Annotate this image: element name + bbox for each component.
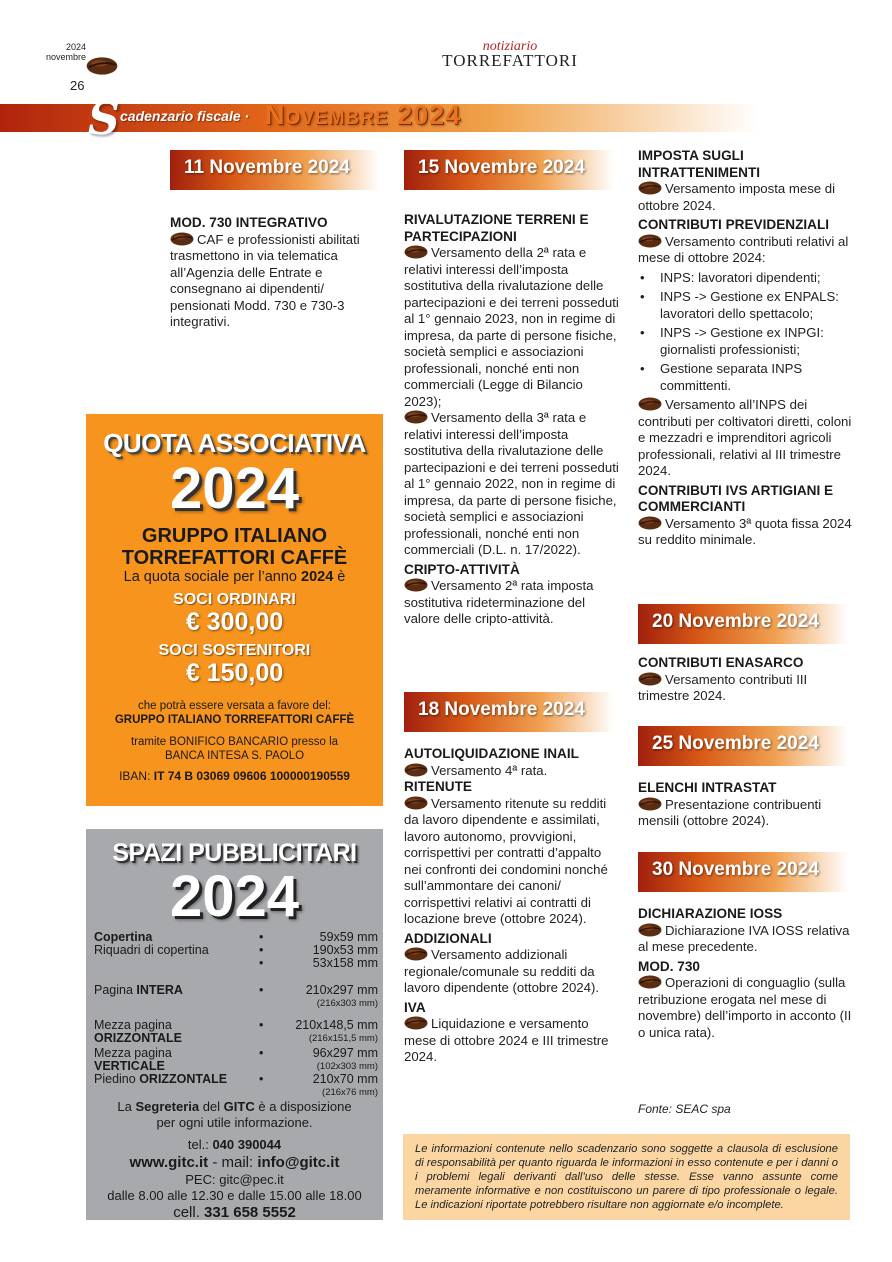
column-2-bottom: AUTOLIQUIDAZIONE INAIL Versamento 4ª rata. RITENUTE Versamento ritenute su redditi da lavoro dipendente e assimilati, lavoro autonomo, provvigioni, corrispettivi per contratti d’appalto nei confronti dei condomini nonché sull’ammontare dei canoni/ corrispettivi relativi ai contratti di locazione breve (ottobre 2024). ADDIZIONALI Versamento addizionali regionale/comunale su redditi da lavoro dipendente (ottobre 2024). IVA Liquidazione e versamento mese di ottobre 2024 e III trimestre 2024. [404, 746, 622, 1066]
date-label: 20 Novembre 2024 [652, 611, 819, 632]
coffee-bean-icon [86, 56, 118, 76]
payee: GRUPPO ITALIANO TORREFATTORI CAFFÈ [114, 714, 355, 726]
heading-addizionali: ADDIZIONALI [404, 930, 492, 946]
soci-ordinari-amount: € 300,00 [185, 608, 284, 636]
coffee-bean-icon [404, 947, 428, 961]
coffee-bean-icon [638, 975, 662, 989]
date-header-20 [638, 604, 848, 644]
source-note: Fonte: SEAC spa [638, 1102, 731, 1116]
previdenziali-list [638, 270, 856, 395]
issue-date [46, 42, 86, 62]
heading-enasarco: CONTRIBUTI ENASARCO [638, 655, 804, 670]
coffee-bean-icon [638, 516, 662, 530]
section-subtitle: cadenzario fiscale · [120, 108, 250, 124]
quota-year: 2024 [169, 456, 300, 521]
cell-line: cell. 331 658 5552 [173, 1204, 296, 1221]
table-row: Mezza pagina VERTICALE • 96x297 mm (102x303 mm) [94, 1046, 378, 1073]
date-header-30 [638, 852, 848, 892]
email-link[interactable]: info@gitc.it [257, 1154, 340, 1171]
issue-year: 2024 [65, 42, 86, 52]
paragraph: CAF e professionisti abilitati trasmettono in via telematica all’Agenzia delle Entrate e consegnano ai dipendenti/ pensionati Modd. 730 e 730-3 integrativi. [170, 231, 360, 329]
hours-line: dalle 8.00 alle 12.30 e dalle 15.00 alle 18.00 [107, 1188, 362, 1203]
list-item: • INPS: lavoratori dipendenti; [638, 270, 856, 287]
bank-line-2: BANCA INTESA S. PAOLO [164, 750, 305, 762]
date-label: 11 Novembre 2024 [184, 157, 350, 178]
date-label: 15 Novembre 2024 [418, 157, 585, 178]
table-row: Piedino ORIZZONTALE • 210x70 mm (216x76 mm) [94, 1072, 378, 1098]
soci-ordinari-label: SOCI ORDINARI [173, 591, 296, 608]
date-header-15 [404, 150, 614, 190]
table-row: • 53x158 mm [259, 956, 378, 970]
heading-ritenute: RITENUTE [404, 779, 472, 794]
table-row: Pagina INTERA • 210x297 mm (216x303 mm) [94, 983, 378, 1009]
coffee-bean-icon [638, 797, 662, 811]
coffee-bean-icon [404, 245, 428, 259]
pec-line: PEC: gitc@pec.it [185, 1172, 284, 1187]
ads-contact-info [86, 1099, 383, 1222]
spazi-pubblicitari-box [86, 829, 383, 1220]
date-label: 30 Novembre 2024 [652, 859, 819, 880]
coffee-bean-icon [404, 796, 428, 810]
date-header-18 [404, 692, 614, 732]
heading-rivalutazione: RIVALUTAZIONE TERRENI E PARTECIPAZIONI [404, 212, 589, 244]
coffee-bean-icon [638, 923, 662, 937]
ads-price-table [94, 931, 378, 1099]
coffee-bean-icon [638, 234, 662, 248]
disclaimer-box: Le informazioni contenute nello scadenzario sono soggette a clausola di esclusione di responsabilità per quanto riguarda le informazioni in esso contenute e per i danni o i problemi legali derivanti dall’uso delle stesse. Esse vanno assunte come meramente informative e non costituiscono un parere di tipo professionale o legale. Le indicazioni riportate potrebbero risultare non aggiornate e/o incomplete. [403, 1134, 850, 1220]
date-label: 18 Novembre 2024 [418, 699, 585, 720]
table-row: Mezza pagina ORIZZONTALE • 210x148,5 mm (216x151,5 mm) [94, 1018, 378, 1045]
column-2-top: RIVALUTAZIONE TERRENI E PARTECIPAZIONI Versamento della 2ª rata e relativi interessi dell’imposta sostitutiva della rivalutazione delle partecipazioni e dei terreni posseduti al 1° gennaio 2023, non in regime di impresa, da parte di persone fisiche, società semplici e associazioni professionali, nonché enti non commerciali (Legge di Bilancio 2023); Versamento della 3ª rata e relativi interessi dell’imposta sostitutiva della rivalutazione delle partecipazioni e dei terreni posseduti al 1° gennaio 2022, non in regime di impresa, da parte di persone fisiche, società semplici e associazioni professionali, nonché enti non commerciali (D.L. n. 17/2022). CRIPTO-ATTIVITÀ Versamento 2ª rata imposta sostitutiva rideterminazione del valore delle cripto-attività. [404, 212, 622, 628]
soci-sostenitori-amount: € 150,00 [185, 659, 284, 687]
coffee-bean-icon [170, 232, 194, 246]
ads-title: SPAZI PUBBLICITARI [112, 839, 357, 867]
date-header-25 [638, 726, 848, 766]
coffee-bean-icon [638, 672, 662, 686]
column-3-intrastat: ELENCHI INTRASTAT Presentazione contribuenti mensili (ottobre 2024). [638, 780, 856, 830]
date-label: 25 Novembre 2024 [652, 733, 819, 754]
web-mail-line: www.gitc.it - mail: info@gitc.it [129, 1154, 340, 1171]
issue-month: novembre [46, 52, 87, 62]
iban: IBAN: IT 74 B 03069 09606 100000190559 [119, 769, 350, 783]
heading-ivs: CONTRIBUTI IVS ARTIGIANI E COMMERCIANTI [638, 482, 834, 514]
heading-intrattenimenti: IMPOSTA SUGLI INTRATTENIMENTI [638, 148, 761, 180]
quota-intro: La quota sociale per l’anno 2024 è [123, 569, 346, 585]
heading-mod730: MOD. 730 [638, 958, 700, 974]
date-header-11 [170, 150, 380, 190]
coffee-bean-icon [404, 1016, 428, 1030]
table-row: Copertina • 59x59 mm [94, 930, 378, 944]
info-line: La Segreteria del GITC è a disposizione [117, 1099, 352, 1114]
section-initial: S [88, 94, 120, 145]
heading-mod730-integrativo: MOD. 730 INTEGRATIVO [170, 215, 328, 230]
quota-associativa-box [86, 414, 383, 806]
website-link[interactable]: www.gitc.it [129, 1154, 209, 1171]
tel-line: tel.: 040 390044 [187, 1137, 282, 1152]
column-3-enasarco: CONTRIBUTI ENASARCO Versamento contributi III trimestre 2024. [638, 655, 856, 705]
heading-previdenziali: CONTRIBUTI PREVIDENZIALI [638, 217, 830, 232]
soci-sostenitori-label: SOCI SOSTENITORI [158, 642, 311, 659]
table-row: Riquadri di copertina • 190x53 mm [94, 943, 378, 957]
list-item: • INPS -> Gestione ex INPGI: giornalisti professionisti; [638, 325, 856, 358]
list-item: • Gestione separata INPS committenti. [638, 361, 856, 394]
heading-inail: AUTOLIQUIDAZIONE INAIL [404, 746, 579, 761]
column-3-bottom: DICHIARAZIONE IOSS Dichiarazione IVA IOSS relativa al mese precedente. MOD. 730 Operazioni di conguaglio (sulla retribuzione erogata nel mese di novembre) dell’importo in acconto (II o unica rata). [638, 906, 856, 1041]
heading-intrastat: ELENCHI INTRASTAT [638, 780, 777, 795]
column-3-top: IMPOSTA SUGLI INTRATTENIMENTI Versamento imposta mese di ottobre 2024. CONTRIBUTI PREVIDENZIALI Versamento contributi relativi al mese di ottobre 2024: • INPS: lavoratori dipendenti; • INPS -> Gestione ex ENPALS: lavoratori dello spettacolo; • INPS -> Gestione ex INPGI: giornalisti professionisti; • Gestione separata INPS committenti. Versamento all’INPS dei contributi per coltivatori diretti, coloni e mezzadri e imprenditori agricoli professionali, relativi al III trimestre 2024. CONTRIBUTI IVS ARTIGIANI E COMMERCIANTI Versamento 3ª quota fissa 2024 su reddito minimale. [638, 148, 856, 549]
heading-cripto: CRIPTO-ATTIVITÀ [404, 561, 520, 577]
payable-line: che potrà essere versata a favore del: [137, 700, 332, 712]
coffee-bean-icon [638, 181, 662, 195]
heading-ioss: DICHIARAZIONE IOSS [638, 906, 783, 921]
list-item: • INPS -> Gestione ex ENPALS: lavoratori dello spettacolo; [638, 289, 856, 322]
coffee-bean-icon [404, 763, 428, 777]
masthead-big: TORREFATTORI [442, 51, 578, 70]
masthead-small: notiziario [482, 39, 538, 54]
page-number: 26 [70, 78, 85, 93]
ads-year: 2024 [169, 864, 300, 929]
masthead-logo [440, 40, 580, 69]
coffee-bean-icon [638, 397, 662, 411]
coffee-bean-icon [404, 578, 428, 592]
quota-group: GRUPPO ITALIANO TORREFATTORI CAFFÈ [121, 525, 348, 569]
bank-line-1: tramite BONIFICO BANCARIO presso la [130, 736, 339, 748]
heading-iva: IVA [404, 999, 426, 1015]
coffee-bean-icon [404, 410, 428, 424]
column-1 [170, 215, 385, 331]
section-title: Novembre 2024 [265, 100, 462, 130]
info-line-2: per ogni utile informazione. [156, 1115, 313, 1130]
quota-title: QUOTA ASSOCIATIVA [103, 428, 366, 458]
